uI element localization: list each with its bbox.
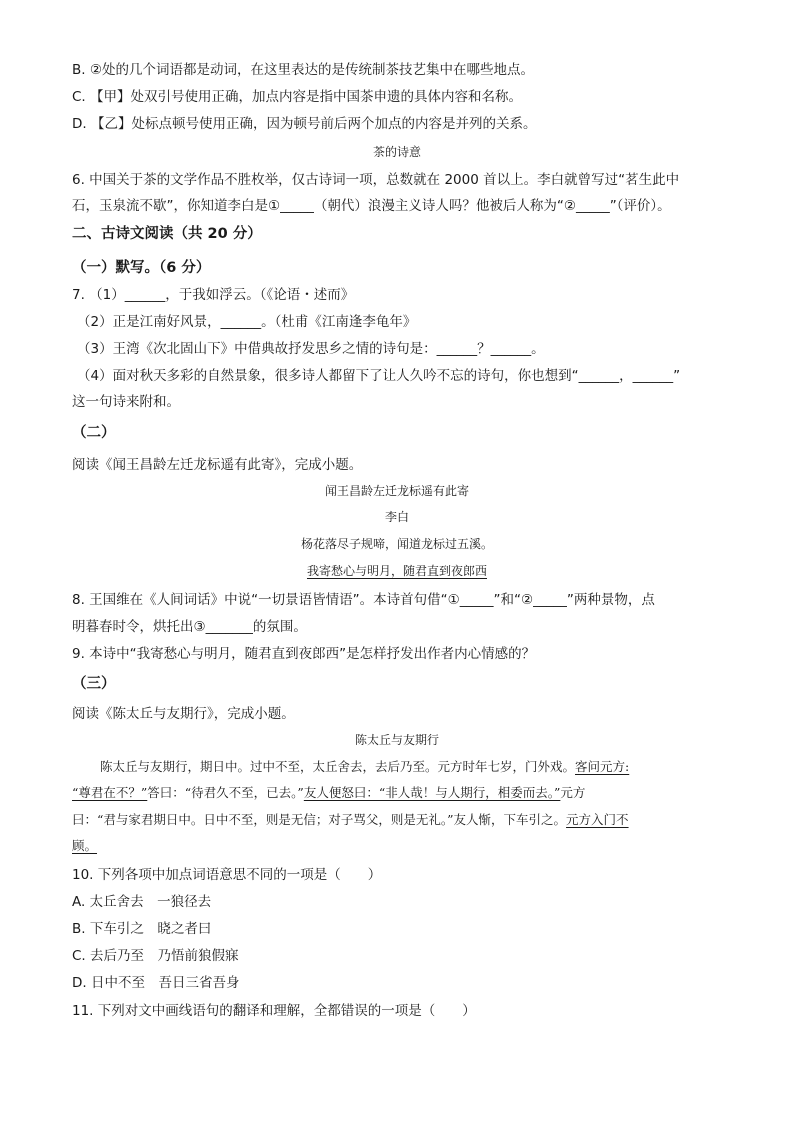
poem-title: 闻王昌龄左迁龙标遥有此寄 <box>324 484 469 498</box>
question-6-line-2: 石，玉泉流不歇”，你知道李白是①_____（朝代）浪漫主义诗人吗？他被后人称为“②_____”（评价）。 <box>72 198 671 214</box>
reading-instruction-3: 阅读《陈太丘与友期行》，完成小题。 <box>72 706 295 722</box>
question-10-option-c: C. 去后乃至 乃悟前狼假寐 <box>72 948 239 964</box>
poem-line-1: 杨花落尽子规啼，闻道龙标过五溪。 <box>300 537 493 551</box>
part-1-heading: （一）默写。（6 分） <box>72 260 211 276</box>
poem-line-2: 我寄愁心与明月，随君直到夜郎西 <box>306 564 487 578</box>
prose-line-4 <box>72 836 732 856</box>
underlined-sentence-1: 客问元方: <box>575 759 630 774</box>
option-b: B. ②处的几个词语都是动词，在这里表达的是传统制茶技艺集中在哪些地点。 <box>72 62 534 78</box>
question-10-option-b: B. 下车引之 晓之者曰 <box>72 921 212 937</box>
subtitle-tea-poetry: 茶的诗意 <box>372 145 421 159</box>
question-11: 11. 下列对文中画线语句的翻译和理解，全都错误的一项是（ ） <box>72 1003 476 1019</box>
underlined-sentence-3: 友人便怒曰：“非人哉！与人期行，相委而去。” <box>303 785 561 800</box>
prose-line-1: 陈太丘与友期行，期日中。过中不至，太丘舍去，去后乃至。元方时年七岁，门外戏。客问元方: <box>100 759 630 774</box>
question-7-item-4-line-1: （4）面对秋天多彩的自然景象，很多诗人都留下了让人久吟不忘的诗句，你也想到“______，______” <box>77 368 681 384</box>
question-7-item-4-line-2: 这一句诗来附和。 <box>72 394 180 410</box>
poem-author: 李白 <box>384 510 409 524</box>
part-2-heading: （二） <box>72 425 116 441</box>
underlined-sentence-4-end: 顾。 <box>72 838 98 853</box>
underlined-sentence-2: “尊君在不？” <box>72 785 148 800</box>
question-7-item-3: （3）王湾《次北固山下》中借典故抒发思乡之情的诗句是：______？______。 <box>77 341 545 357</box>
prose-title: 陈太丘与友期行 <box>354 733 439 747</box>
prose-line-2: “尊君在不？”答曰：“待君久不至，已去。”友人便怒曰：“非人哉！与人期行，相委而去。”元方 <box>72 785 586 800</box>
underlined-sentence-4: 元方入门不 <box>566 812 629 827</box>
question-7-item-2: （2）正是江南好风景，______。（杜甫《江南逢李龟年》 <box>77 314 417 330</box>
question-6-line-1: 6. 中国关于茶的文学作品不胜枚举，仅古诗词一项，总数就在 2000 首以上。李白就曾写过“茗生此中 <box>72 172 680 188</box>
part-3-heading: （三） <box>72 676 116 692</box>
question-7-item-1: 7. （1）______，于我如浮云。（《论语・述而》 <box>72 287 355 303</box>
question-10: 10. 下列各项中加点词语意思不同的一项是（ ） <box>72 867 382 883</box>
option-c: C. 【甲】处双引号使用正确，加点内容是指中国茶申遗的具体内容和名称。 <box>72 89 523 105</box>
section-2-heading: 二、古诗文阅读（共 20 分） <box>72 226 262 242</box>
prose-line-3: 曰：“君与家君期日中。日中不至，则是无信；对子骂父，则是无礼。”友人惭，下车引之。元方入门不 <box>72 812 629 827</box>
question-10-option-d: D. 日中不至 吾日三省吾身 <box>72 975 240 991</box>
question-10-option-a: A. 太丘舍去 一狼径去 <box>72 894 212 910</box>
reading-instruction-2: 阅读《闻王昌龄左迁龙标遥有此寄》，完成小题。 <box>72 457 363 473</box>
question-9: 9. 本诗中“我寄愁心与明月，随君直到夜郎西”是怎样抒发出作者内心情感的？ <box>72 646 536 662</box>
option-d: D. 【乙】处标点顿号使用正确，因为顿号前后两个加点的内容是并列的关系。 <box>72 116 537 132</box>
question-8-line-2: 明暮春时令，烘托出③_______的氛围。 <box>72 619 307 635</box>
question-8-line-1: 8. 王国维在《人间词话》中说“一切景语皆情语”。本诗首句借“①_____”和“②_____”两种景物，点 <box>72 592 655 608</box>
